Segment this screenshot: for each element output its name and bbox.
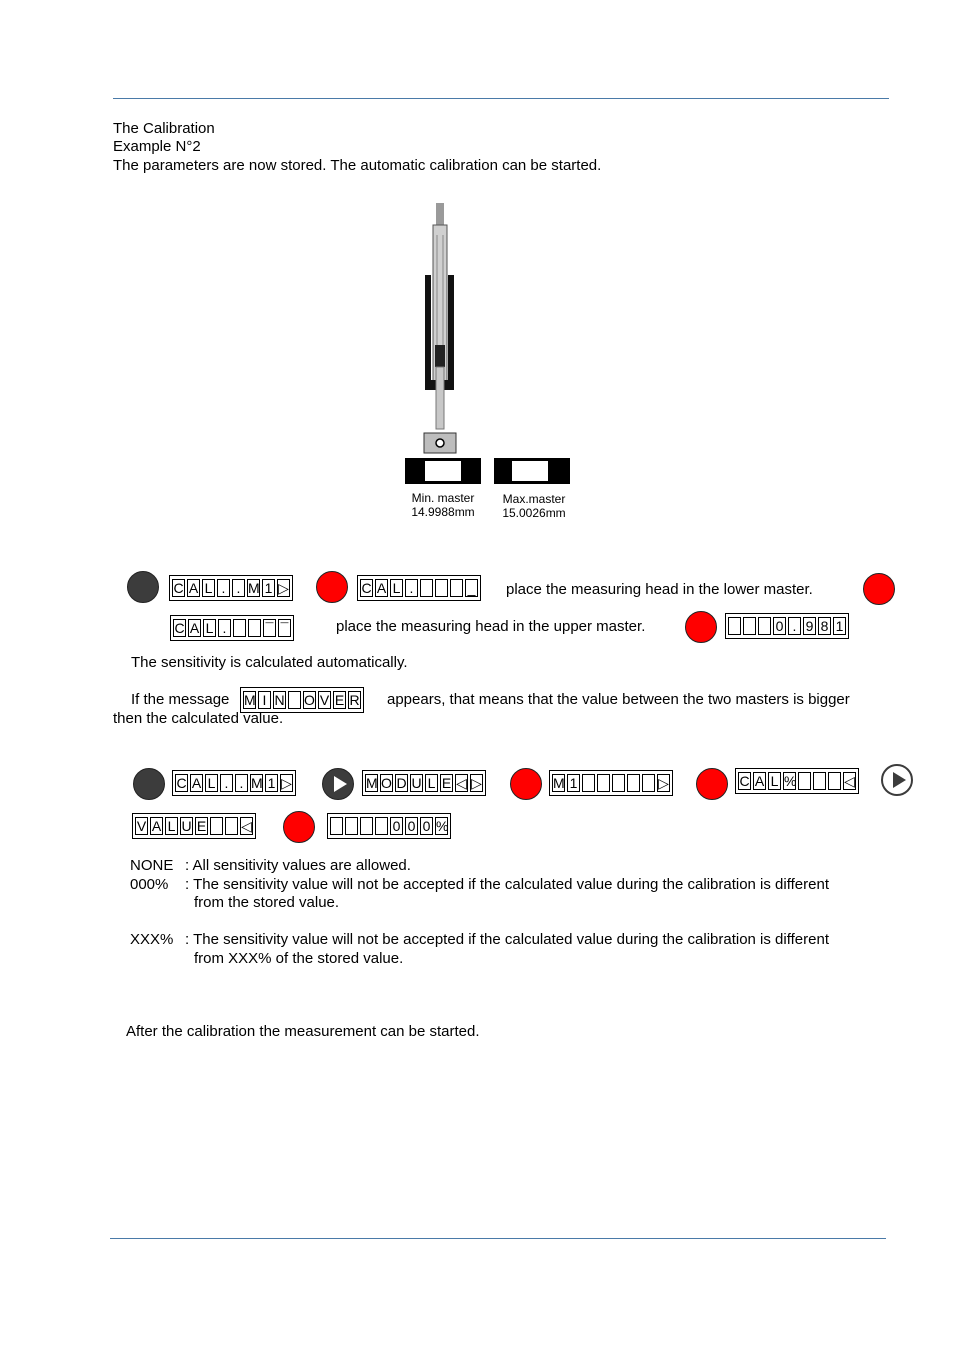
display-cell: ▷: [281, 775, 292, 791]
message-continuation: then the calculated value.: [113, 710, 284, 727]
display-cell: C: [739, 773, 750, 789]
display-cell: E: [441, 775, 452, 791]
display-000-percent: [327, 813, 451, 839]
display-cell: 9: [803, 617, 816, 635]
display-cell: [758, 617, 771, 635]
display-cell: 8: [818, 617, 831, 635]
display-cell: .: [405, 579, 418, 597]
display-cell: R: [349, 692, 360, 708]
display-cell: A: [151, 818, 162, 834]
display-cell: [435, 579, 448, 597]
display-cal-percent: [735, 768, 859, 794]
footer-note: After the calibration the measurement can be started.: [126, 1023, 480, 1040]
display-cell: L: [205, 774, 218, 792]
display-cell: [450, 579, 463, 597]
display-cell: [375, 817, 388, 835]
dark-key-button[interactable]: [127, 571, 159, 603]
intro-text: The parameters are now stored. The automatic calibration can be started.: [113, 157, 602, 174]
display-cell: L: [425, 774, 438, 792]
display-cell: .: [220, 774, 233, 792]
display-cell: A: [191, 775, 202, 791]
display-cal-m1-2: [172, 770, 296, 796]
display-cell: I: [258, 691, 271, 709]
red-key-button[interactable]: [510, 768, 542, 800]
play-key-button[interactable]: [322, 768, 354, 800]
display-cell: .: [235, 774, 248, 792]
display-cell: [360, 817, 373, 835]
display-cell: ▷: [278, 580, 289, 596]
option-text2-xxx: from XXX% of the stored value.: [194, 950, 404, 967]
option-text-none: : All sensitivity values are allowed.: [185, 857, 411, 874]
display-cell: [233, 619, 246, 637]
display-cell: M: [553, 775, 565, 791]
red-key-button[interactable]: [316, 571, 348, 603]
example-label: Example N°2: [113, 138, 201, 155]
display-cell: _: [465, 579, 478, 597]
red-key-button[interactable]: [863, 573, 895, 605]
display-cell: ◁: [456, 775, 467, 791]
min-master-label: Min. master: [411, 491, 475, 505]
display-cell: C: [361, 580, 372, 596]
display-cell: [420, 579, 433, 597]
display-cell: %: [436, 818, 449, 834]
footer-rule: [110, 1238, 886, 1239]
play-key-button[interactable]: [881, 764, 913, 796]
display-cell: A: [754, 773, 765, 789]
display-cell: ◁: [241, 818, 252, 834]
red-key-button[interactable]: [685, 611, 717, 643]
display-cell: [743, 617, 756, 635]
display-cell: O: [304, 692, 315, 708]
option-key-none: NONE: [130, 857, 174, 874]
display-cell: C: [174, 620, 185, 636]
display-cell: M: [251, 775, 263, 791]
display-sensitivity-value: [725, 613, 849, 639]
sensitivity-note: The sensitivity is calculated automatically.: [131, 654, 408, 671]
display-cell: %: [784, 773, 797, 789]
display-cell: [642, 774, 655, 792]
display-cell: .: [217, 579, 230, 597]
display-cell: 1: [265, 774, 278, 792]
display-cell: M: [366, 775, 378, 791]
display-cell: [728, 617, 741, 635]
min-master-value: 14.9988mm: [411, 505, 475, 519]
display-cell: .: [218, 619, 231, 637]
display-cell: L: [203, 619, 216, 637]
display-cell: .: [232, 579, 245, 597]
display-cell: L: [390, 579, 403, 597]
display-cell: [828, 772, 841, 790]
option-key-000: 000%: [130, 876, 169, 893]
display-cell: [582, 774, 595, 792]
display-cell: A: [189, 620, 200, 636]
header-rule: [113, 98, 889, 99]
display-cell: V: [319, 692, 330, 708]
dark-key-button[interactable]: [133, 768, 165, 800]
instruction-lower-master: place the measuring head in the lower master.: [506, 581, 813, 598]
display-cell: ¯: [278, 619, 291, 637]
display-cell: [798, 772, 811, 790]
display-cell: C: [173, 580, 184, 596]
display-cell: [225, 817, 238, 835]
min-master-block: [405, 458, 481, 484]
display-cell: 1: [833, 617, 846, 635]
display-cal-high: [170, 615, 294, 641]
display-cell: L: [768, 772, 781, 790]
display-cell: [330, 817, 343, 835]
display-cell: [612, 774, 625, 792]
display-cell: L: [165, 817, 178, 835]
display-cell: [597, 774, 610, 792]
red-key-button[interactable]: [283, 811, 315, 843]
display-cell: 0: [773, 617, 786, 635]
display-cell: ▷: [471, 775, 482, 791]
display-cell: D: [396, 775, 407, 791]
display-cell: U: [181, 818, 192, 834]
display-cell: 0: [420, 817, 433, 835]
display-cell: U: [411, 775, 422, 791]
measuring-head-illustration: [380, 195, 580, 495]
display-cell: E: [334, 692, 345, 708]
display-cell: ¯: [263, 619, 276, 637]
message-prefix: If the message: [131, 691, 230, 708]
red-key-button[interactable]: [696, 768, 728, 800]
display-module: [362, 770, 486, 796]
display-cell: [210, 817, 223, 835]
display-value: [132, 813, 256, 839]
probe-stem: [436, 367, 444, 429]
display-cell: ◁: [844, 773, 855, 789]
display-cell: 1: [567, 774, 580, 792]
display-cell: 0: [405, 817, 418, 835]
display-cell: [813, 772, 826, 790]
display-cal-low: [357, 575, 481, 601]
display-cell: [288, 691, 301, 709]
display-cell: C: [176, 775, 187, 791]
display-cell: O: [381, 775, 392, 791]
option-key-xxx: XXX%: [130, 931, 174, 948]
option-text-xxx: : The sensitivity value will not be accepted if the calculated value during the calibration is different: [185, 931, 829, 948]
display-cell: [627, 774, 640, 792]
display-cell: [345, 817, 358, 835]
display-cell: M: [248, 580, 260, 596]
display-cal-m1: [169, 575, 293, 601]
max-master-value: 15.0026mm: [502, 506, 566, 520]
display-cell: M: [244, 692, 256, 708]
message-suffix: appears, that means that the value between the two masters is bigger: [387, 691, 850, 708]
display-cell: [248, 619, 261, 637]
display-cell: .: [788, 617, 801, 635]
option-text-000: : The sensitivity value will not be accepted if the calculated value during the calibration is different: [185, 876, 829, 893]
display-cell: 0: [390, 817, 403, 835]
max-master-label: Max.master: [502, 492, 566, 506]
display-cell: ▷: [658, 775, 669, 791]
display-cell: A: [188, 580, 199, 596]
display-cell: V: [136, 818, 147, 834]
section-title: The Calibration: [113, 120, 215, 137]
display-cell: 1: [262, 579, 275, 597]
display-cell: N: [274, 692, 285, 708]
option-text2-000: from the stored value.: [194, 894, 340, 911]
display-cell: E: [196, 818, 207, 834]
instruction-upper-master: place the measuring head in the upper master.: [336, 618, 646, 635]
display-m1: [549, 770, 673, 796]
max-master-block: [494, 458, 570, 484]
display-cell: A: [376, 580, 387, 596]
display-cell: L: [202, 579, 215, 597]
